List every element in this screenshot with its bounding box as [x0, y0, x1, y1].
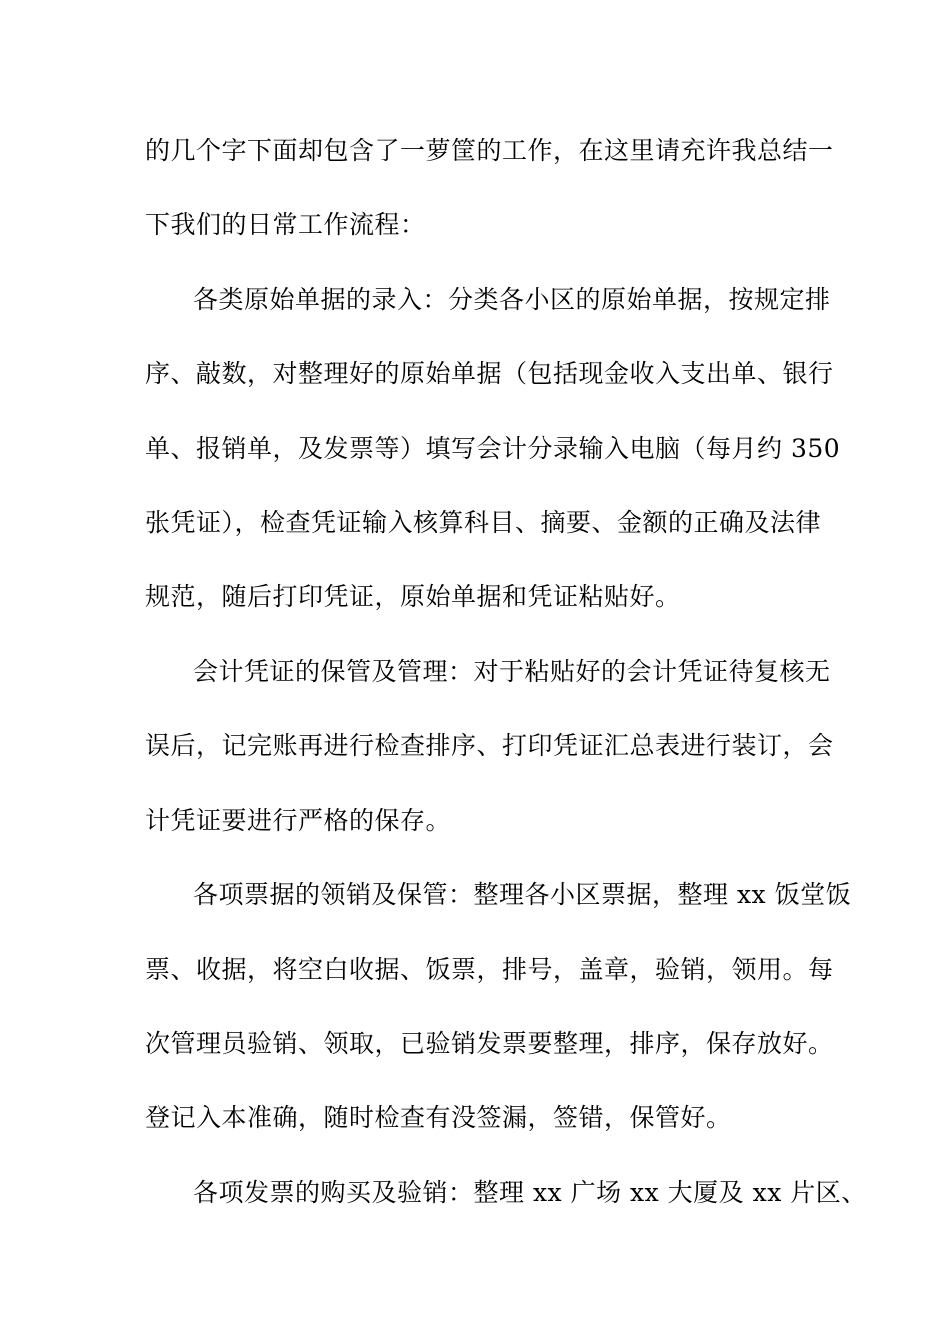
text-line: 误后，记完账再进行检查排序、打印凭证汇总表进行装订，会	[145, 731, 834, 760]
text-line: 单、报销单，及发票等）填写会计分录输入电脑（每月约 350	[145, 434, 841, 463]
text-line: 各项发票的购买及验销：整理 xx 广场 xx 大厦及 xx 片区、	[193, 1178, 867, 1207]
text-line: 各类原始单据的录入：分类各小区的原始单据，按规定排	[193, 285, 831, 314]
text-line: 会计凭证的保管及管理：对于粘贴好的会计凭证待复核无	[193, 657, 831, 686]
text-line: 各项票据的领销及保管：整理各小区票据，整理 xx 饭堂饭	[193, 880, 852, 909]
text-line: 的几个字下面却包含了一萝筐的工作，在这里请充许我总结一	[145, 136, 834, 165]
text-line: 计凭证要进行严格的保存。	[145, 806, 452, 835]
text-line: 次管理员验销、领取，已验销发票要整理，排序，保存放好。	[145, 1029, 834, 1058]
text-line: 登记入本准确，随时检查有没签漏，签错，保管好。	[145, 1103, 732, 1132]
text-line: 序、敲数，对整理好的原始单据（包括现金收入支出单、银行	[145, 359, 834, 388]
text-line: 规范，随后打印凭证，原始单据和凭证粘贴好。	[145, 582, 681, 611]
text-line: 票、收据，将空白收据、饭票，排号，盖章，验销，领用。每	[145, 955, 834, 984]
text-line: 张凭证），检查凭证输入核算科目、摘要、金额的正确及法律	[145, 508, 822, 537]
text-line: 下我们的日常工作流程：	[145, 210, 426, 239]
